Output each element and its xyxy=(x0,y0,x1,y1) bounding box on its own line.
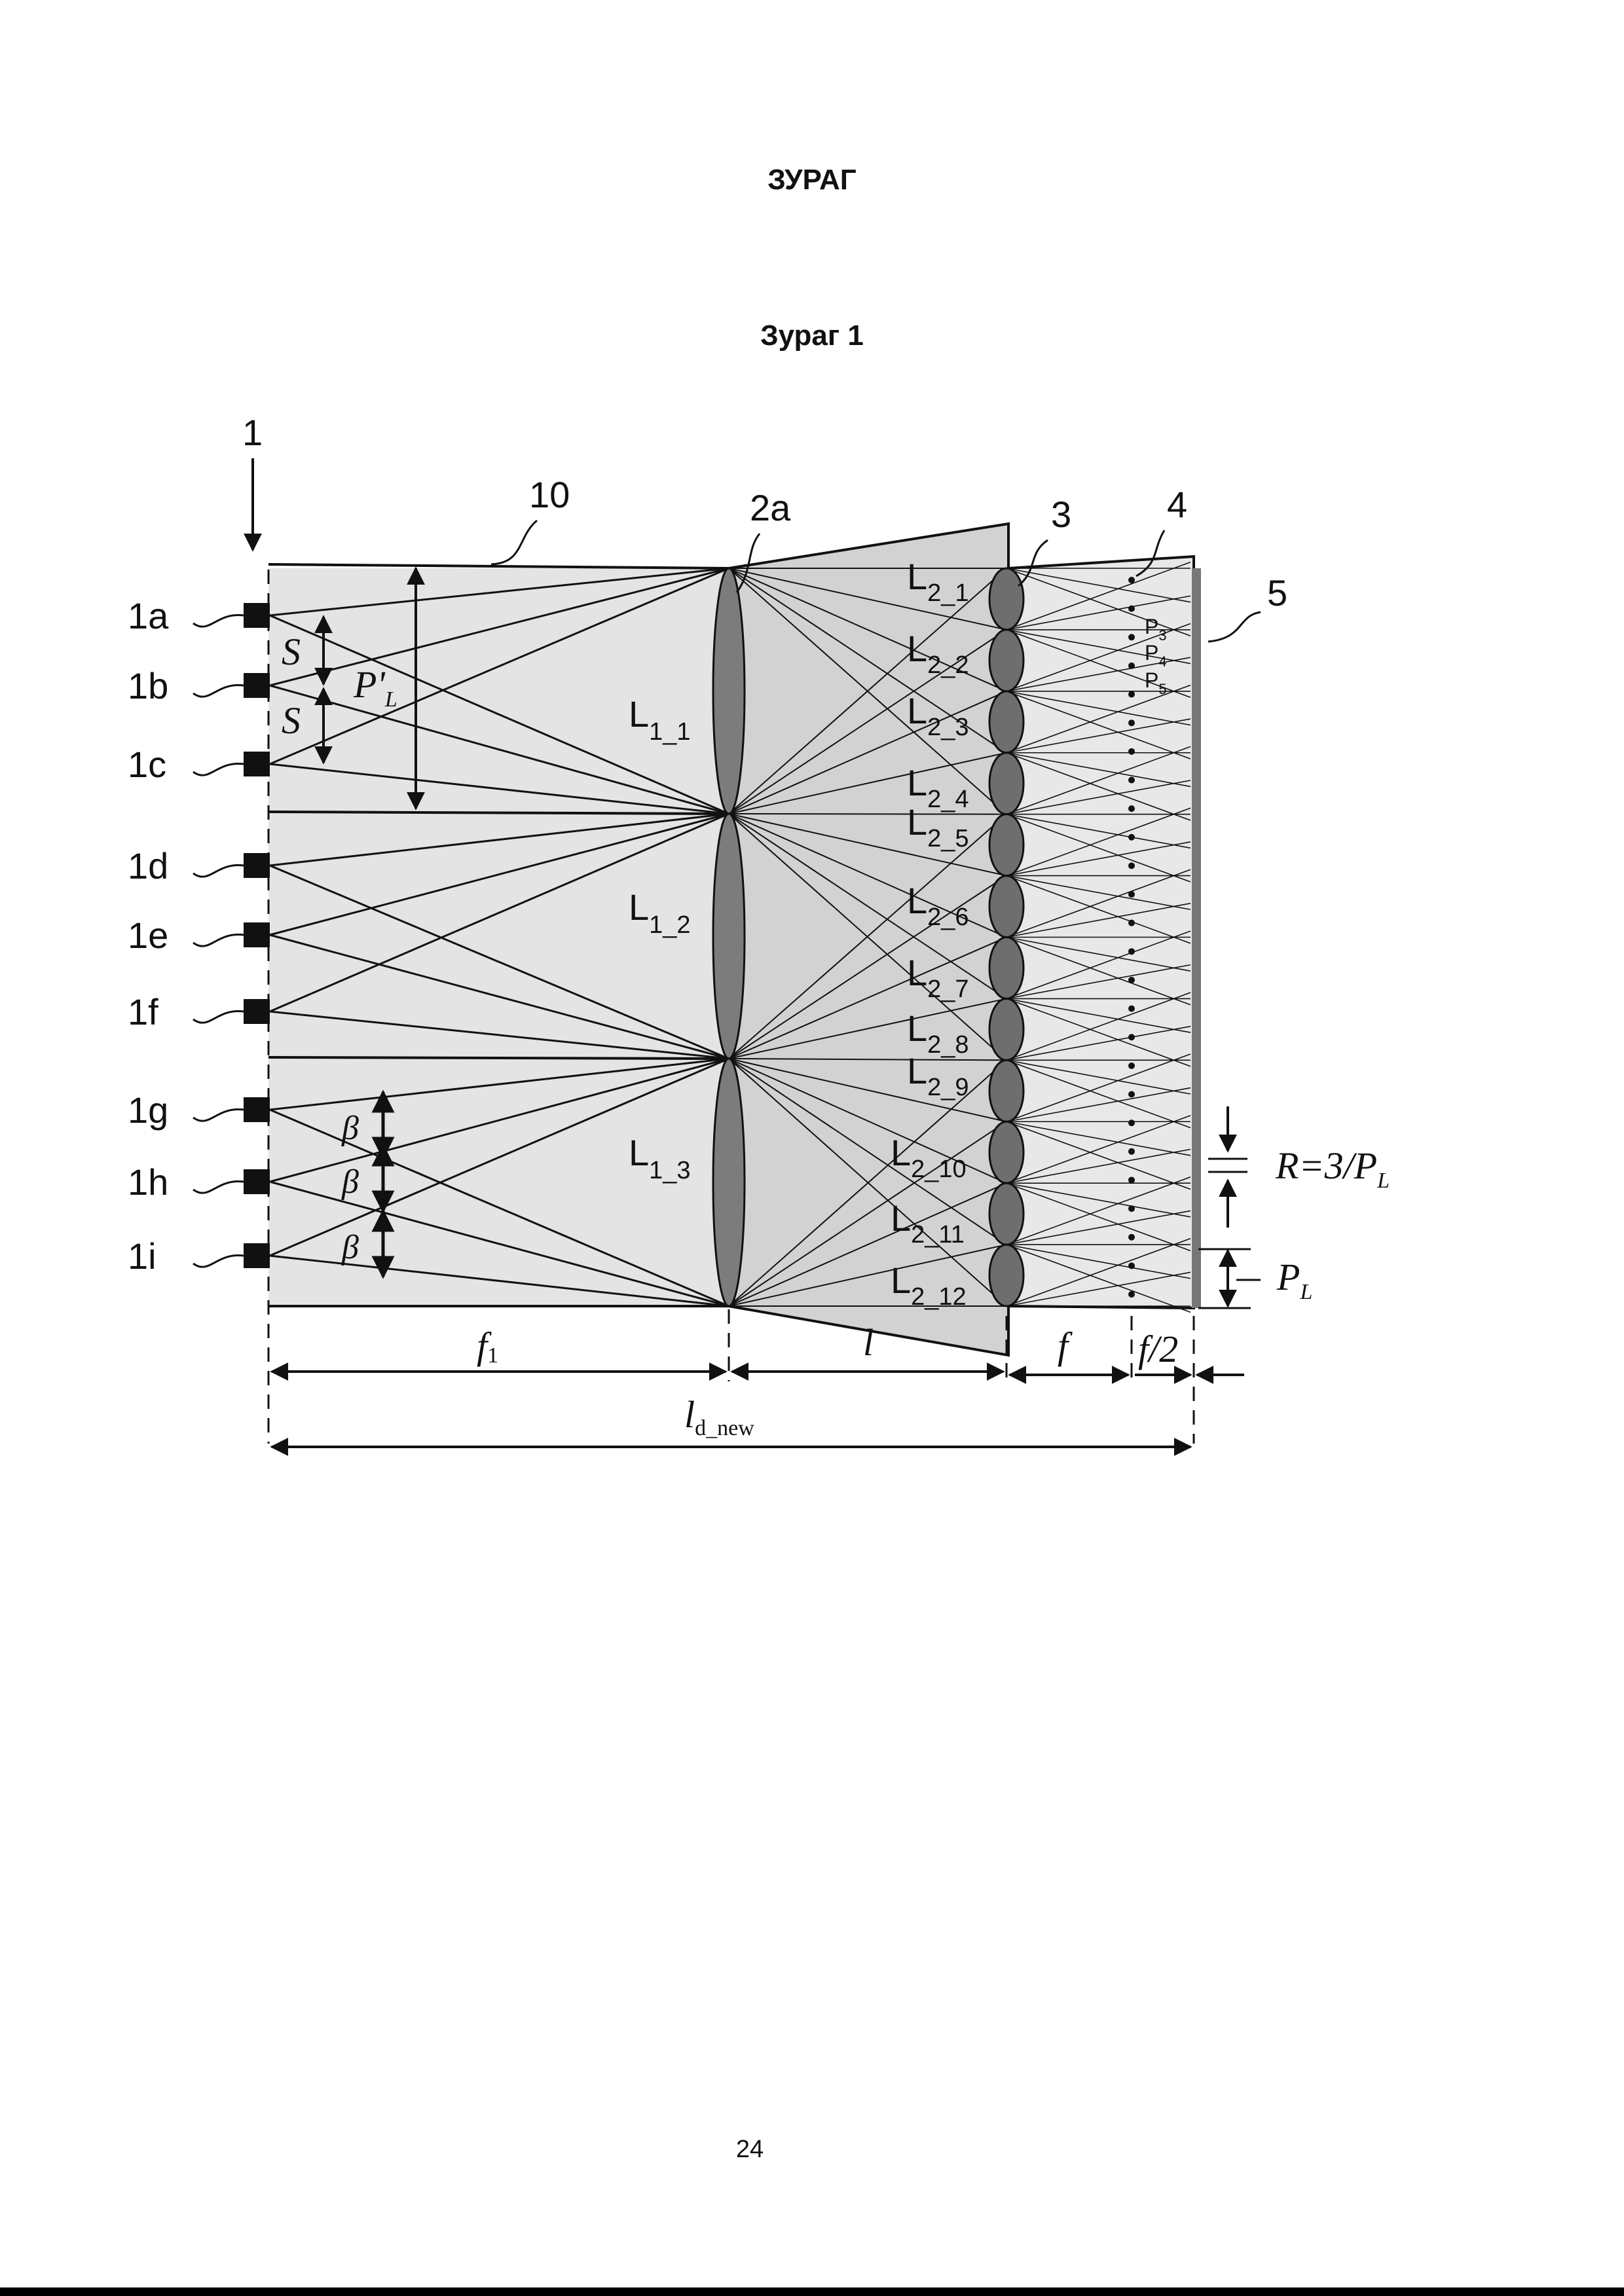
second-lens-3 xyxy=(989,691,1024,753)
housing-leader xyxy=(491,520,537,564)
resolution-label-sub: L xyxy=(1377,1169,1390,1193)
light-source-1i xyxy=(244,1243,270,1268)
source-leader xyxy=(193,1110,244,1121)
first-lens-label-3: $L_{1\_3}$ xyxy=(629,1132,691,1184)
light-source-1h xyxy=(244,1169,270,1194)
light-sources xyxy=(244,603,270,1268)
focal-point xyxy=(1128,834,1135,841)
beta-label: β xyxy=(342,1110,359,1147)
point-label-3: $P_3$ xyxy=(1145,615,1167,644)
focal-point xyxy=(1128,1034,1135,1040)
second-lens-4 xyxy=(989,753,1024,814)
second-lens-label-8: $L_{2\_8}$ xyxy=(907,1008,969,1059)
ref-label-lens-array-2: 3 xyxy=(1051,494,1072,535)
source-label-1g: 1g xyxy=(128,1089,169,1131)
focal-point xyxy=(1128,977,1135,983)
resolution-label-main: R=3/P xyxy=(1276,1144,1378,1187)
screen-leader xyxy=(1208,612,1261,642)
focal-point xyxy=(1128,606,1135,612)
focal-point xyxy=(1128,1120,1135,1126)
figure-title: Зураг 1 xyxy=(760,319,864,352)
focal-point xyxy=(1128,1234,1135,1241)
ref-label-system: 1 xyxy=(242,412,263,453)
second-lens-label-6: $L_{2\_6}$ xyxy=(907,880,969,931)
focal-point xyxy=(1128,577,1135,583)
f-label: f xyxy=(1058,1324,1069,1367)
pl-label xyxy=(1276,1256,1312,1304)
point-label-5: $P_5$ xyxy=(1145,668,1167,697)
source-leader xyxy=(193,1256,244,1267)
source-label-1b: 1b xyxy=(128,665,169,706)
source-label-1f: 1f xyxy=(128,991,158,1032)
first-lens-label-2: $L_{1\_2}$ xyxy=(629,886,691,939)
first-lens-array xyxy=(713,568,745,1306)
focal-point xyxy=(1128,720,1135,726)
source-label-1h: 1h xyxy=(128,1161,169,1203)
ref-label-screen: 5 xyxy=(1267,572,1288,613)
focal-point xyxy=(1128,663,1135,669)
ref-label-focal-points: 4 xyxy=(1167,484,1188,525)
focal-point xyxy=(1128,1291,1135,1298)
pitch-label-sub: L xyxy=(384,687,397,712)
focal-point xyxy=(1128,634,1135,640)
focal-point xyxy=(1128,920,1135,926)
focal-point xyxy=(1128,748,1135,755)
light-source-1f xyxy=(244,999,270,1024)
resolution-label xyxy=(1275,1144,1390,1193)
s-label-2: S xyxy=(282,699,301,742)
second-lens-12 xyxy=(989,1245,1024,1306)
focal-point xyxy=(1128,1091,1135,1098)
second-lens-11 xyxy=(989,1183,1024,1245)
source-label-1c: 1c xyxy=(128,744,167,785)
second-lens-label-12: $L_{2\_12}$ xyxy=(891,1260,967,1311)
light-source-1g xyxy=(244,1097,270,1122)
focal-point xyxy=(1128,1262,1135,1269)
ld-new-label xyxy=(684,1393,754,1440)
source-label-1a: 1a xyxy=(128,595,169,636)
source-label-1i: 1i xyxy=(128,1235,157,1277)
second-lens-label-7: $L_{2\_7}$ xyxy=(907,952,969,1003)
second-lens-6 xyxy=(989,876,1024,938)
ref-label-housing: 10 xyxy=(529,474,570,515)
page-title: ЗУРАГ xyxy=(767,164,857,196)
focal-point xyxy=(1128,1176,1135,1183)
light-source-1e xyxy=(244,922,270,947)
ld-new-label-main: l xyxy=(684,1393,695,1436)
first-lens-3 xyxy=(713,1059,745,1306)
pl-label-sub: L xyxy=(1300,1280,1313,1304)
focal-point xyxy=(1128,776,1135,783)
second-lens-label-11: $L_{2\_11}$ xyxy=(891,1197,965,1248)
source-label-1e: 1e xyxy=(128,915,169,956)
source-leader xyxy=(193,685,244,697)
source-leader xyxy=(193,615,244,627)
focal-point xyxy=(1128,862,1135,869)
ref-label-lens-array-1: 2a xyxy=(750,487,791,528)
second-lens-label-9: $L_{2\_9}$ xyxy=(907,1050,969,1101)
s-label-1: S xyxy=(282,630,301,673)
light-source-1c xyxy=(244,752,270,776)
second-lens-10 xyxy=(989,1121,1024,1183)
f1-label-main: f xyxy=(477,1324,488,1367)
f-half-label: f/2 xyxy=(1138,1328,1179,1370)
source-leader xyxy=(193,935,244,947)
focal-point xyxy=(1128,1205,1135,1212)
focal-point xyxy=(1128,948,1135,955)
focal-point xyxy=(1128,1063,1135,1069)
beta-label: β xyxy=(342,1163,359,1201)
second-lens-label-3: $L_{2\_3}$ xyxy=(907,690,969,741)
light-source-1a xyxy=(244,603,270,628)
source-leader xyxy=(193,866,244,877)
source-labels xyxy=(128,595,244,1277)
first-lens-label-1: $L_{1\_1}$ xyxy=(629,693,691,746)
focal-point xyxy=(1128,1148,1135,1155)
bottom-border xyxy=(0,2287,1624,2296)
second-lens-label-2: $L_{2\_2}$ xyxy=(907,628,969,679)
second-lens-9 xyxy=(989,1060,1024,1121)
focal-point xyxy=(1128,891,1135,898)
source-label-1d: 1d xyxy=(128,845,169,886)
screen xyxy=(1192,568,1201,1308)
f1-label-sub: 1 xyxy=(487,1343,499,1368)
second-lens-label-5: $L_{2\_5}$ xyxy=(907,801,969,852)
second-lens-label-10: $L_{2\_10}$ xyxy=(891,1132,967,1183)
page-number: 24 xyxy=(735,2136,764,2163)
second-lens-label-4: $L_{2\_4}$ xyxy=(907,762,969,813)
second-lens-8 xyxy=(989,998,1024,1060)
second-lens-7 xyxy=(989,938,1024,999)
focal-point xyxy=(1128,691,1135,698)
pitch-label-main: P' xyxy=(354,663,385,706)
second-lens-label-1: $L_{2\_1}$ xyxy=(907,556,969,607)
second-lens-5 xyxy=(989,814,1024,876)
second-lens-1 xyxy=(989,568,1024,630)
first-lens-2 xyxy=(713,814,745,1059)
light-source-1b xyxy=(244,673,270,698)
second-lens-2 xyxy=(989,630,1024,691)
ld-new-label-sub: d_new xyxy=(695,1416,754,1440)
beta-label: β xyxy=(342,1229,359,1266)
source-leader xyxy=(193,1182,244,1194)
focal-point xyxy=(1128,1006,1135,1012)
f1-label xyxy=(477,1324,498,1368)
point-label-4: $P_4$ xyxy=(1145,641,1167,670)
light-source-1d xyxy=(244,853,270,878)
source-leader xyxy=(193,764,244,776)
first-lens-1 xyxy=(713,568,745,814)
source-leader xyxy=(193,1011,244,1023)
focal-point xyxy=(1128,805,1135,812)
pl-label-main: P xyxy=(1277,1256,1301,1298)
l-label: l xyxy=(863,1321,874,1364)
